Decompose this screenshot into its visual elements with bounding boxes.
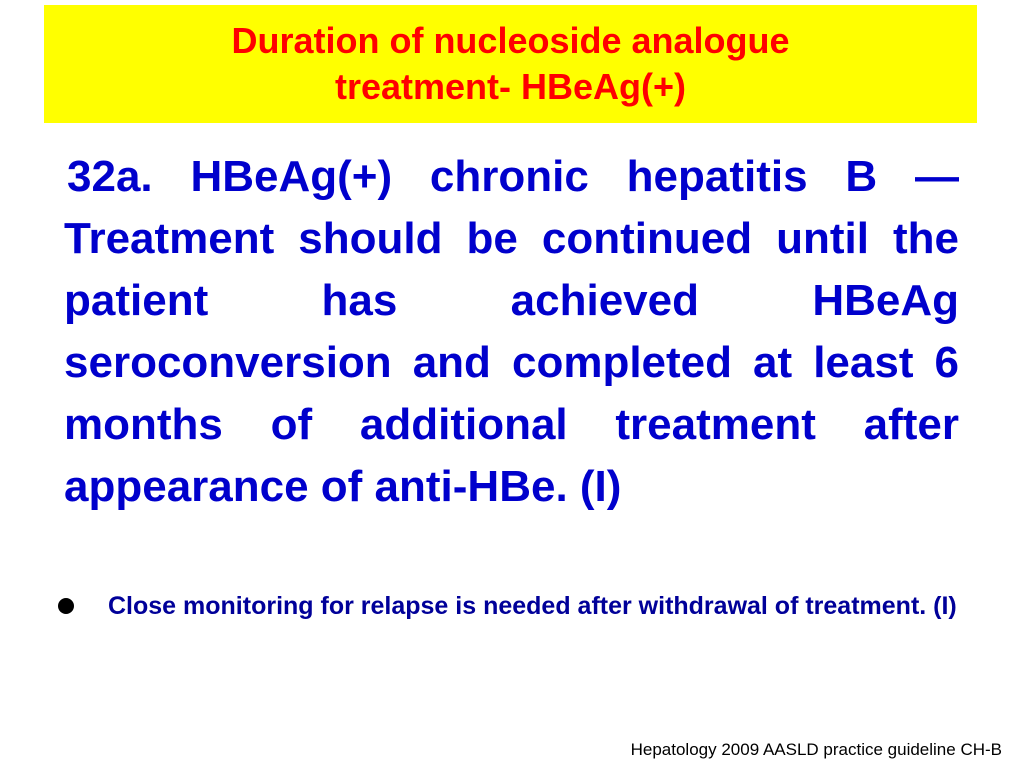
- slide-title-line-1: Duration of nucleoside analogue: [231, 20, 790, 61]
- footer-source-citation: Hepatology 2009 AASLD practice guideline CH-B: [630, 740, 1002, 759]
- slide-title-line-2: treatment- HBeAg(+): [334, 66, 687, 107]
- recommendation-text: 32a. HBeAg(+) chronic hepatitis B — Treatment should be continued until the patient has achieved HBeAg seroconversion and completed at least 6 months of additional treatment after appearance of anti-HBe. (I): [64, 152, 959, 511]
- slide-title-banner: [44, 5, 977, 123]
- bullet-list-item: [58, 589, 966, 623]
- bullet-text: Close monitoring for relapse is needed after withdrawal of treatment. (I): [108, 592, 957, 620]
- bullet-dot-icon: [58, 598, 74, 614]
